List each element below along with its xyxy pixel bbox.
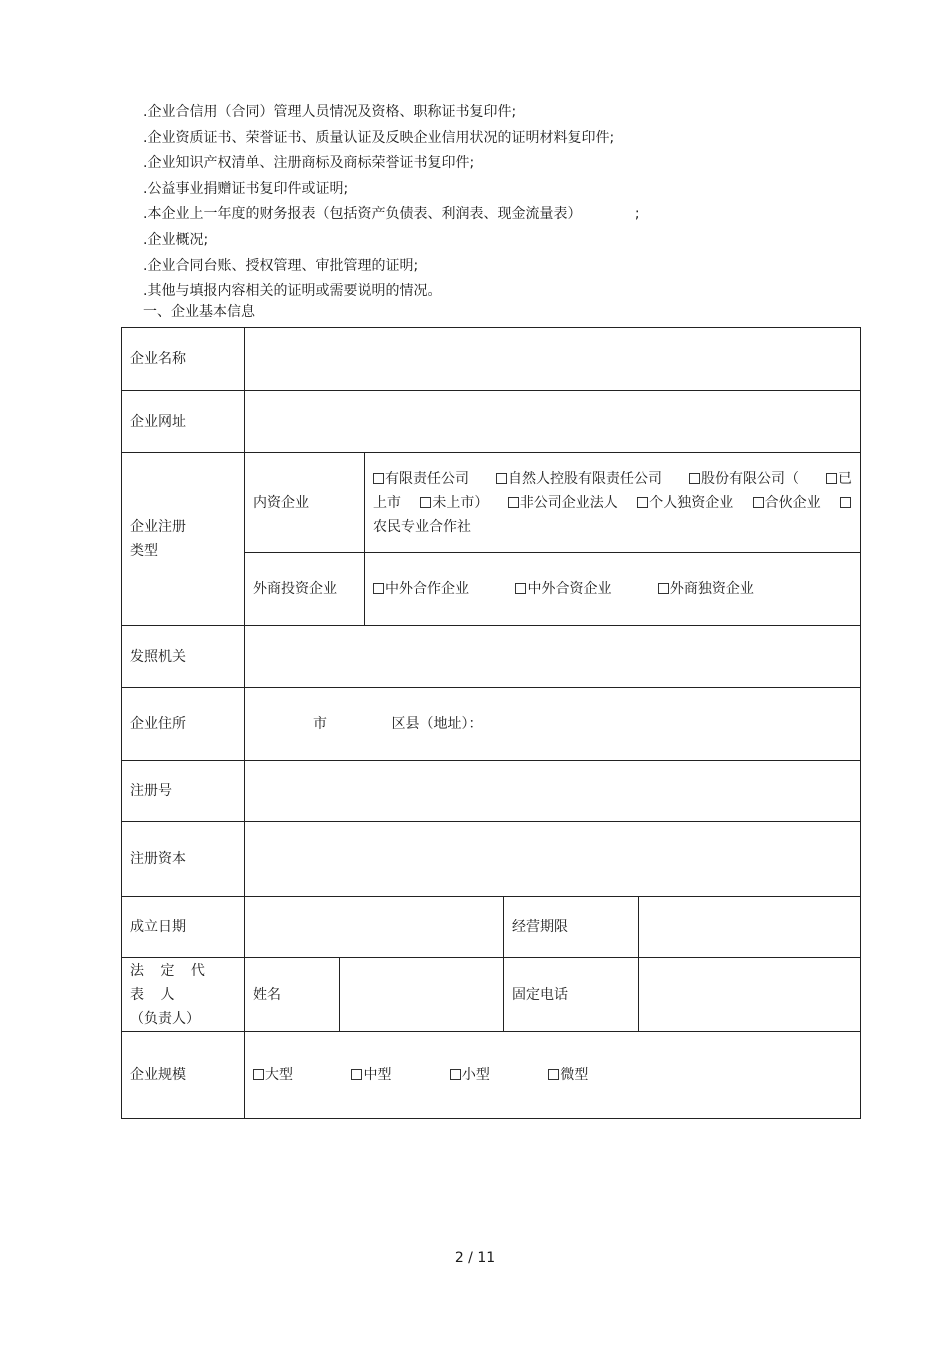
option-coop-label: 农民专业合作社	[373, 518, 471, 535]
issuing-authority-field[interactable]	[245, 626, 861, 688]
page-number: 2 / 11	[454, 1250, 496, 1266]
document-item: .企业合同台账、授权管理、审批管理的证明;	[143, 257, 419, 274]
option-label: 非公司企业法人	[519, 494, 618, 511]
document-item: .其他与填报内容相关的证明或需要说明的情况。	[143, 283, 442, 300]
phone-field[interactable]	[639, 958, 861, 1032]
option-joint-stock[interactable]	[689, 467, 799, 491]
option-label: 有限责任公司	[385, 470, 469, 487]
option-non-corporate[interactable]	[508, 491, 618, 515]
option-large[interactable]	[253, 1067, 293, 1083]
company-info-form	[121, 327, 861, 1119]
option-sino-foreign-joint-venture[interactable]	[515, 581, 611, 597]
domestic-enterprise-label: 内资企业	[245, 453, 365, 553]
option-llc[interactable]	[373, 467, 469, 491]
legal-representative-label-line1: 法 定 代 表 人	[130, 962, 211, 1003]
checkbox-icon	[373, 473, 384, 484]
legal-representative-label-line2: （负责人）	[130, 1010, 200, 1027]
document-item: .企业资质证书、荣誉证书、质量认证及反映企业信用状况的证明材料复印件;	[143, 129, 615, 146]
address-district-label: 区县（地址）：	[391, 716, 483, 732]
registration-type-label-line2: 类型	[130, 543, 158, 559]
address-city-label: 市	[313, 716, 327, 732]
operating-period-label: 经营期限	[504, 897, 639, 958]
option-sole-proprietor[interactable]	[637, 491, 733, 515]
registered-capital-field[interactable]	[245, 822, 861, 897]
checkbox-icon	[450, 1069, 461, 1080]
checkbox-icon	[840, 497, 851, 508]
option-label: 股份有限公司（	[701, 470, 800, 487]
operating-period-field[interactable]	[639, 897, 861, 958]
name-label: 姓名	[245, 958, 340, 1032]
registration-type-label	[122, 453, 245, 626]
option-wholly-foreign-owned[interactable]	[658, 581, 754, 597]
document-item: .本企业上一年度的财务报表（包括资产负债表、利润表、现金流量表） ;	[143, 206, 640, 223]
required-documents-list	[143, 100, 640, 305]
address-field[interactable]	[245, 688, 861, 761]
checkbox-icon	[637, 497, 648, 508]
option-unlisted[interactable]	[420, 491, 488, 515]
checkbox-icon	[253, 1069, 264, 1080]
company-scale-label: 企业规模	[122, 1032, 245, 1119]
name-field[interactable]	[340, 958, 504, 1032]
company-name-label: 企业名称	[122, 328, 245, 391]
company-website-label: 企业网址	[122, 391, 245, 453]
option-coop-checkbox[interactable]	[840, 491, 852, 515]
option-label: 微型	[560, 1067, 589, 1083]
option-label: 中型	[363, 1067, 392, 1083]
founding-date-label: 成立日期	[122, 897, 245, 958]
option-label: 小型	[461, 1067, 490, 1083]
registration-type-label-line1: 企业注册	[130, 519, 186, 535]
option-natural-person-llc[interactable]	[496, 467, 662, 491]
option-sino-foreign-cooperative[interactable]	[373, 581, 469, 597]
checkbox-icon	[508, 497, 519, 508]
section-title: 一、企业基本信息	[143, 304, 255, 320]
checkbox-icon	[496, 473, 507, 484]
issuing-authority-label: 发照机关	[122, 626, 245, 688]
address-label: 企业住所	[122, 688, 245, 761]
registered-capital-label: 注册资本	[122, 822, 245, 897]
domestic-options	[365, 453, 861, 553]
option-small[interactable]	[450, 1067, 490, 1083]
checkbox-icon	[351, 1069, 362, 1080]
foreign-enterprise-label: 外商投资企业	[245, 553, 365, 626]
option-label: 未上市）	[432, 494, 489, 511]
option-label: 合伙企业	[764, 494, 821, 511]
checkbox-icon	[689, 473, 700, 484]
option-label: 中外合资企业	[527, 581, 612, 597]
checkbox-icon	[373, 583, 384, 594]
foreign-options	[365, 553, 861, 626]
listed-suffix: 上市	[373, 494, 401, 511]
registration-number-label: 注册号	[122, 761, 245, 822]
document-item: .企业知识产权清单、注册商标及商标荣誉证书复印件;	[143, 155, 475, 172]
option-partnership[interactable]	[753, 491, 821, 515]
checkbox-icon	[420, 497, 431, 508]
company-scale-options	[245, 1032, 861, 1119]
company-name-field[interactable]	[245, 328, 861, 391]
option-label: 个人独资企业	[649, 494, 734, 511]
checkbox-icon	[658, 583, 669, 594]
registration-number-field[interactable]	[245, 761, 861, 822]
option-label: 已	[838, 470, 853, 487]
checkbox-icon	[826, 473, 837, 484]
founding-date-field[interactable]	[245, 897, 504, 958]
document-item: .公益事业捐赠证书复印件或证明;	[143, 180, 349, 197]
legal-representative-label	[122, 958, 245, 1032]
option-label: 自然人控股有限责任公司	[508, 470, 663, 487]
option-medium[interactable]	[351, 1067, 391, 1083]
option-listed[interactable]	[826, 467, 852, 491]
option-label: 外商独资企业	[669, 581, 754, 597]
option-label: 大型	[265, 1067, 293, 1083]
company-website-field[interactable]	[245, 391, 861, 453]
document-item: .企业合信用（合同）管理人员情况及资格、职称证书复印件;	[143, 104, 517, 120]
option-micro[interactable]	[548, 1067, 588, 1083]
phone-label: 固定电话	[504, 958, 639, 1032]
document-item: .企业概况;	[143, 231, 209, 248]
checkbox-icon	[548, 1069, 559, 1080]
checkbox-icon	[515, 583, 526, 594]
checkbox-icon	[753, 497, 764, 508]
option-label: 中外合作企业	[385, 581, 469, 597]
